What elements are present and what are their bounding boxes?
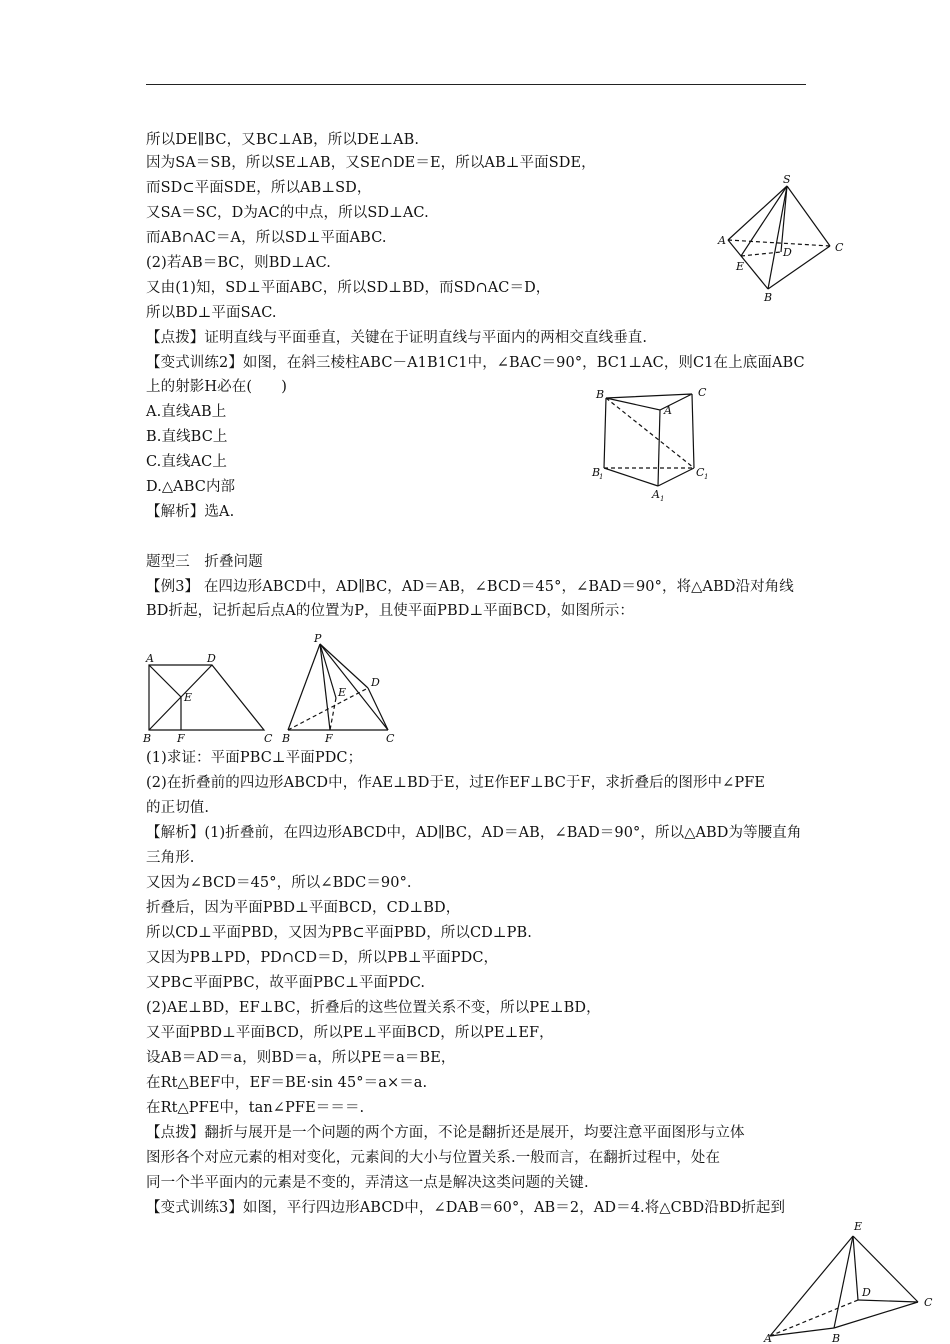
- label-C1-sub: 1: [704, 473, 709, 481]
- label-A1: A: [652, 488, 660, 501]
- text-line: 而SD⊂平面SDE，所以AB⊥SD，: [146, 180, 372, 196]
- label-C: C: [264, 732, 273, 745]
- text-line: 【解析】选A.: [146, 504, 235, 520]
- text-line: 【点拨】证明直线与平面垂直，关键在于证明直线与平面内的两相交直线垂直.: [146, 330, 648, 346]
- label-B: B: [143, 732, 152, 745]
- text-line: A.直线AB上: [146, 404, 227, 420]
- label-C1: C: [696, 466, 705, 479]
- text-line: (1)求证：平面PBC⊥平面PDC；: [146, 750, 363, 766]
- text-line: 所以CD⊥平面PBD，又因为PB⊂平面PBD，所以CD⊥PB.: [146, 925, 532, 941]
- text-line: 又平面PBD⊥平面BCD，所以PE⊥平面BCD，所以PE⊥EF，: [146, 1025, 554, 1041]
- label-C: C: [386, 732, 395, 745]
- pyramid-figure: [712, 172, 852, 307]
- text-line: 【变式训练2】如图，在斜三棱柱ABC－A1B1C1中，∠BAC＝90°，BC1⊥AC，则C1在上底面ABC: [146, 355, 805, 371]
- text-line: 【例3】 在四边形ABCD中，AD∥BC，AD＝AB，∠BCD＝45°，∠BAD＝90°，将△ABD沿对角线: [146, 579, 794, 595]
- text-line: 在Rt△BEF中，EF＝BE·sin 45°＝a×＝a.: [146, 1075, 428, 1091]
- text-line: BD折起，记折起后点A的位置为P，且使平面PBD⊥平面BCD，如图所示：: [146, 603, 634, 619]
- label-B1: B: [592, 466, 601, 479]
- label-A: A: [718, 234, 726, 247]
- label-A: A: [764, 1332, 772, 1344]
- text-line: 所以BD⊥平面SAC.: [146, 305, 277, 321]
- text-line: 三角形.: [146, 850, 195, 866]
- label-D: D: [783, 246, 792, 259]
- folded-figure: [280, 632, 405, 748]
- bottom-figure: [758, 1216, 950, 1344]
- text-line: 在Rt△PFE中，tan∠PFE＝＝＝.: [146, 1100, 365, 1116]
- text-line: 【解析】(1)折叠前，在四边形ABCD中，AD∥BC，AD＝AB，∠BAD＝90°，所以△ABD为等腰直角: [146, 825, 802, 841]
- label-B1-sub: 1: [599, 473, 604, 481]
- text-line: D.△ABC内部: [146, 479, 236, 495]
- label-E: E: [736, 260, 745, 273]
- prism-figure: [590, 380, 720, 505]
- text-line: 上的射影H必在( ): [146, 379, 288, 395]
- text-line: 设AB＝AD＝a，则BD＝a，所以PE＝a＝BE，: [146, 1050, 456, 1066]
- text-line: 又SA＝SC，D为AC的中点，所以SD⊥AC.: [146, 205, 429, 221]
- label-C: C: [698, 386, 707, 399]
- label-B: B: [832, 1332, 841, 1344]
- label-B: B: [596, 388, 605, 401]
- label-F: F: [177, 732, 185, 745]
- label-D: D: [371, 676, 380, 689]
- label-A: A: [664, 404, 672, 417]
- label-C: C: [924, 1296, 933, 1309]
- text-line: 同一个半平面内的元素是不变的，弄清这一点是解决这类问题的关键.: [146, 1175, 589, 1191]
- text-line: 而AB∩AC＝A，所以SD⊥平面ABC.: [146, 230, 387, 246]
- label-D: D: [862, 1286, 871, 1299]
- text-line: 图形各个对应元素的相对变化，元素间的大小与位置关系.一般而言，在翻折过程中，处在: [146, 1150, 721, 1166]
- text-line: (2)若AB＝BC，则BD⊥AC.: [146, 255, 331, 271]
- text-line: 【点拨】翻折与展开是一个问题的两个方面，不论是翻折还是展开，均要注意平面图形与立体: [146, 1125, 745, 1141]
- header-rule: [146, 84, 806, 85]
- text-line: 又PB⊂平面PBC，故平面PBC⊥平面PDC.: [146, 975, 426, 991]
- text-line: C.直线AC上: [146, 454, 227, 470]
- label-A: A: [146, 652, 154, 665]
- text-line: 折叠后，因为平面PBD⊥平面BCD，CD⊥BD，: [146, 900, 461, 916]
- label-E: E: [854, 1220, 863, 1233]
- label-P: P: [314, 632, 322, 645]
- label-B: B: [282, 732, 291, 745]
- label-A1-sub: 1: [660, 495, 665, 503]
- label-F: F: [325, 732, 333, 745]
- text-line: (2)AE⊥BD，EF⊥BC，折叠后的这些位置关系不变，所以PE⊥BD，: [146, 1000, 601, 1016]
- label-B: B: [764, 291, 773, 304]
- label-C: C: [835, 241, 844, 254]
- trapezoid-figure: [140, 650, 275, 748]
- text-line: 的正切值.: [146, 800, 210, 816]
- text-line: (2)在折叠前的四边形ABCD中，作AE⊥BD于E，过E作EF⊥BC于F，求折叠后的图形中∠PFE: [146, 775, 766, 791]
- label-E: E: [184, 691, 193, 704]
- text-line: 又由(1)知，SD⊥平面ABC，所以SD⊥BD，而SD∩AC＝D，: [146, 280, 551, 296]
- text-line: 又因为∠BCD＝45°，所以∠BDC＝90°.: [146, 875, 412, 891]
- text-line: 因为SA＝SB，所以SE⊥AB，又SE∩DE＝E，所以AB⊥平面SDE，: [146, 155, 596, 171]
- label-D: D: [207, 652, 216, 665]
- text-line: 所以DE∥BC，又BC⊥AB，所以DE⊥AB.: [146, 132, 420, 148]
- text-line: 【变式训练3】如图，平行四边形ABCD中，∠DAB＝60°，AB＝2，AD＝4.将△CBD沿BD折起到: [146, 1200, 786, 1216]
- text-line: 又因为PB⊥PD，PD∩CD＝D，所以PB⊥平面PDC，: [146, 950, 499, 966]
- label-E: E: [338, 686, 347, 699]
- text-line: B.直线BC上: [146, 429, 228, 445]
- label-S: S: [783, 173, 791, 186]
- text-line: 题型三 折叠问题: [146, 554, 263, 570]
